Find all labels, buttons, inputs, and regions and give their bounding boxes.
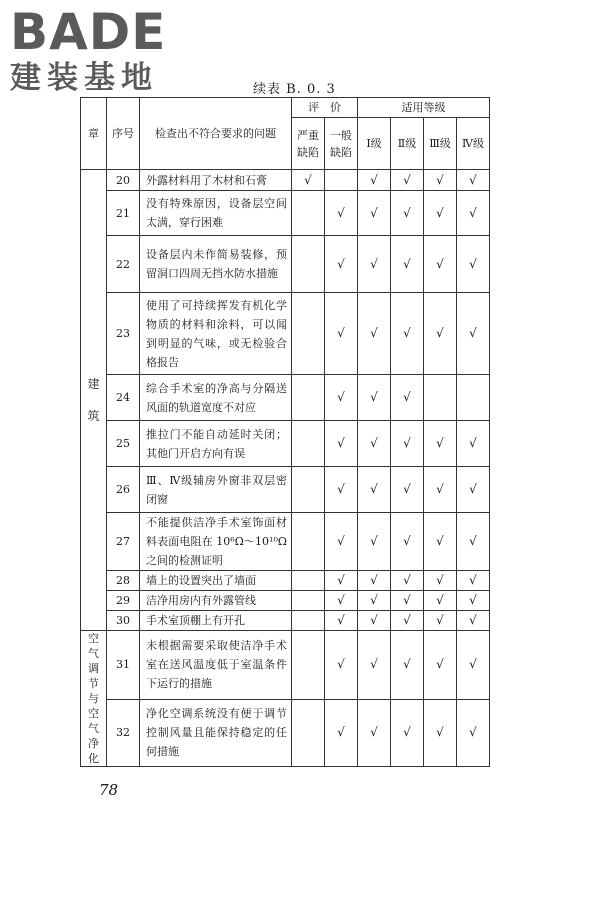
mark-cell [424,467,457,513]
check-mark-icon: √ [436,256,444,271]
check-mark-icon: √ [436,657,444,672]
mark-cell [292,293,325,375]
check-mark-icon: √ [337,613,345,627]
chapter-char: 建 [87,377,100,391]
mark-cell [292,421,325,467]
row-number: 30 [107,611,140,631]
check-mark-icon: √ [436,725,444,740]
mark-cell [358,699,391,766]
check-mark-icon: √ [304,172,312,187]
mark-cell [391,611,424,631]
mark-cell [325,571,358,591]
check-mark-icon: √ [337,390,345,404]
check-mark-icon: √ [370,593,378,607]
table-row [81,191,490,236]
mark-cell [457,170,490,191]
row-number: 28 [107,571,140,591]
table-row [81,591,490,611]
mark-cell [424,699,457,766]
chapter-char: 调 [88,662,99,675]
mark-cell [292,467,325,513]
mark-cell [424,571,457,591]
chapter-char: 与 [88,692,99,705]
mark-cell [292,236,325,293]
table-caption: 续表 B. 0. 3 [253,82,336,97]
check-mark-icon: √ [403,657,411,672]
row-issue: 未根据需要采取使洁净手术室在送风温度低于室温条件下运行的措施 [140,631,292,700]
mark-cell [325,467,358,513]
row-issue: 推拉门不能自动延时关闭；其他门开启方向有误 [140,421,292,467]
check-mark-icon: √ [436,593,444,607]
mark-cell [424,236,457,293]
header-general: 一般缺陷 [325,118,358,170]
header-chapter: 章 [81,98,107,170]
header-severe: 严重缺陷 [292,118,325,170]
mark-cell [457,631,490,700]
mark-cell [292,513,325,571]
header-level-1: Ⅰ级 [358,118,391,170]
check-mark-icon: √ [403,205,411,220]
mark-cell [292,611,325,631]
mark-cell [325,236,358,293]
mark-cell [325,293,358,375]
mark-cell [391,571,424,591]
table-row [81,421,490,467]
mark-cell [358,571,391,591]
row-number: 27 [107,513,140,571]
check-mark-icon: √ [469,482,477,496]
bade-logo [8,4,188,96]
mark-cell [457,699,490,766]
table-row [81,631,490,700]
check-mark-icon: √ [403,482,411,496]
check-mark-icon: √ [370,657,378,672]
row-issue: 净化空调系统没有便于调节控制风量且能保持稳定的任何措施 [140,699,292,766]
row-number: 23 [107,293,140,375]
check-mark-icon: √ [469,725,477,740]
mark-cell [424,513,457,571]
check-mark-icon: √ [370,482,378,496]
page-number: 78 [99,781,119,799]
check-mark-icon: √ [469,205,477,220]
mark-cell [292,631,325,700]
check-mark-icon: √ [436,436,444,450]
chapter-char: 气 [88,647,99,660]
mark-cell [325,191,358,236]
defect-table [80,97,490,767]
chapter-char: 节 [88,677,99,690]
mark-cell [391,591,424,611]
check-mark-icon: √ [337,573,345,587]
check-mark-icon: √ [337,326,345,340]
check-mark-icon: √ [436,172,444,187]
check-mark-icon: √ [337,593,345,607]
row-number: 22 [107,236,140,293]
mark-cell [292,191,325,236]
row-issue: 手术室顶棚上有开孔 [140,611,292,631]
check-mark-icon: √ [403,573,411,587]
chapter-char: 净 [88,737,99,750]
mark-cell [358,191,391,236]
mark-cell [292,699,325,766]
row-number: 29 [107,591,140,611]
check-mark-icon: √ [403,256,411,271]
check-mark-icon: √ [370,205,378,220]
check-mark-icon: √ [403,326,411,340]
mark-cell [457,236,490,293]
row-number: 24 [107,375,140,421]
mark-cell [391,699,424,766]
check-mark-icon: √ [370,436,378,450]
row-issue: 外露材料用了木材和石膏 [140,170,292,191]
mark-cell [358,236,391,293]
mark-cell [457,591,490,611]
header-row-1 [81,98,490,118]
mark-cell [457,571,490,591]
check-mark-icon: √ [403,725,411,740]
check-mark-icon: √ [436,326,444,340]
row-number: 25 [107,421,140,467]
check-mark-icon: √ [469,593,477,607]
chapter-hvac [81,631,107,767]
row-number: 21 [107,191,140,236]
check-mark-icon: √ [337,534,345,548]
mark-cell [292,170,325,191]
logo-subtitle: 建装基地 [10,60,158,96]
mark-cell [391,513,424,571]
mark-cell [457,513,490,571]
row-issue: Ⅲ、Ⅳ级辅房外窗非双层密闭窗 [140,467,292,513]
table-row [81,170,490,191]
mark-cell [391,191,424,236]
check-mark-icon: √ [403,172,411,187]
mark-cell [457,421,490,467]
mark-cell [325,421,358,467]
header-level-2: Ⅱ级 [391,118,424,170]
mark-cell [325,631,358,700]
mark-cell [457,611,490,631]
chapter-char: 筑 [87,409,100,423]
mark-cell [325,699,358,766]
check-mark-icon: √ [403,613,411,627]
check-mark-icon: √ [370,390,378,404]
check-mark-icon: √ [337,482,345,496]
mark-cell [424,375,457,421]
row-issue: 综合手术室的净高与分隔送风面的轨道宽度不对应 [140,375,292,421]
mark-cell [424,421,457,467]
check-mark-icon: √ [337,205,345,220]
mark-cell [358,591,391,611]
check-mark-icon: √ [370,256,378,271]
mark-cell [424,591,457,611]
row-issue: 墙上的设置突出了墙面 [140,571,292,591]
mark-cell [391,467,424,513]
row-number: 20 [107,170,140,191]
mark-cell [391,236,424,293]
mark-cell [358,467,391,513]
header-evaluation: 评 价 [292,98,358,118]
check-mark-icon: √ [403,390,411,404]
mark-cell [358,513,391,571]
mark-cell [424,293,457,375]
mark-cell [325,375,358,421]
mark-cell [325,513,358,571]
mark-cell [391,631,424,700]
table-row [81,293,490,375]
table-row [81,467,490,513]
row-issue: 洁净用房内有外露管线 [140,591,292,611]
header-levels: 适用等级 [358,98,490,118]
check-mark-icon: √ [370,573,378,587]
check-mark-icon: √ [403,436,411,450]
chapter-char: 化 [88,752,99,765]
check-mark-icon: √ [469,613,477,627]
check-mark-icon: √ [469,172,477,187]
check-mark-icon: √ [469,534,477,548]
mark-cell [358,421,391,467]
check-mark-icon: √ [337,436,345,450]
check-mark-icon: √ [337,725,345,740]
table-row [81,611,490,631]
check-mark-icon: √ [370,725,378,740]
check-mark-icon: √ [337,256,345,271]
mark-cell [457,375,490,421]
mark-cell [391,421,424,467]
logo-text: BADE [10,3,167,61]
table-row [81,699,490,766]
mark-cell [391,170,424,191]
chapter-char: 气 [88,722,99,735]
mark-cell [358,611,391,631]
check-mark-icon: √ [469,436,477,450]
header-level-3: Ⅲ级 [424,118,457,170]
mark-cell [325,170,358,191]
row-number: 31 [107,631,140,700]
check-mark-icon: √ [403,534,411,548]
check-mark-icon: √ [370,172,378,187]
row-issue: 使用了可持续挥发有机化学物质的材料和涂料，可以闻到明显的气味，或无检验合格报告 [140,293,292,375]
chapter-char: 空 [88,632,99,645]
chapter-char: 空 [88,707,99,720]
mark-cell [424,170,457,191]
mark-cell [457,293,490,375]
check-mark-icon: √ [469,657,477,672]
row-number: 26 [107,467,140,513]
check-mark-icon: √ [436,205,444,220]
header-issue: 检查出不符合要求的问题 [140,98,292,170]
header-level-4: Ⅳ级 [457,118,490,170]
table-row [81,236,490,293]
check-mark-icon: √ [436,482,444,496]
header-seq: 序号 [107,98,140,170]
row-number: 32 [107,699,140,766]
mark-cell [391,375,424,421]
mark-cell [424,631,457,700]
row-issue: 不能提供洁净手术室饰面材料表面电阻在 10⁶Ω～10¹⁰Ω 之间的检测证明 [140,513,292,571]
mark-cell [292,375,325,421]
chapter-architecture [81,170,107,631]
mark-cell [457,467,490,513]
check-mark-icon: √ [469,326,477,340]
table-row [81,375,490,421]
table-row [81,513,490,571]
mark-cell [358,293,391,375]
mark-cell [424,611,457,631]
check-mark-icon: √ [370,613,378,627]
mark-cell [292,571,325,591]
mark-cell [391,293,424,375]
mark-cell [325,611,358,631]
check-mark-icon: √ [436,613,444,627]
check-mark-icon: √ [370,534,378,548]
mark-cell [457,191,490,236]
mark-cell [325,591,358,611]
mark-cell [292,591,325,611]
check-mark-icon: √ [370,326,378,340]
check-mark-icon: √ [469,573,477,587]
check-mark-icon: √ [337,657,345,672]
row-issue: 设备层内未作简易装修，预留洞口四周无挡水防水措施 [140,236,292,293]
mark-cell [424,191,457,236]
mark-cell [358,631,391,700]
check-mark-icon: √ [469,256,477,271]
mark-cell [358,375,391,421]
check-mark-icon: √ [403,593,411,607]
check-mark-icon: √ [436,534,444,548]
check-mark-icon: √ [436,573,444,587]
row-issue: 没有特殊原因，设备层空间太满，穿行困难 [140,191,292,236]
mark-cell [358,170,391,191]
table-row [81,571,490,591]
